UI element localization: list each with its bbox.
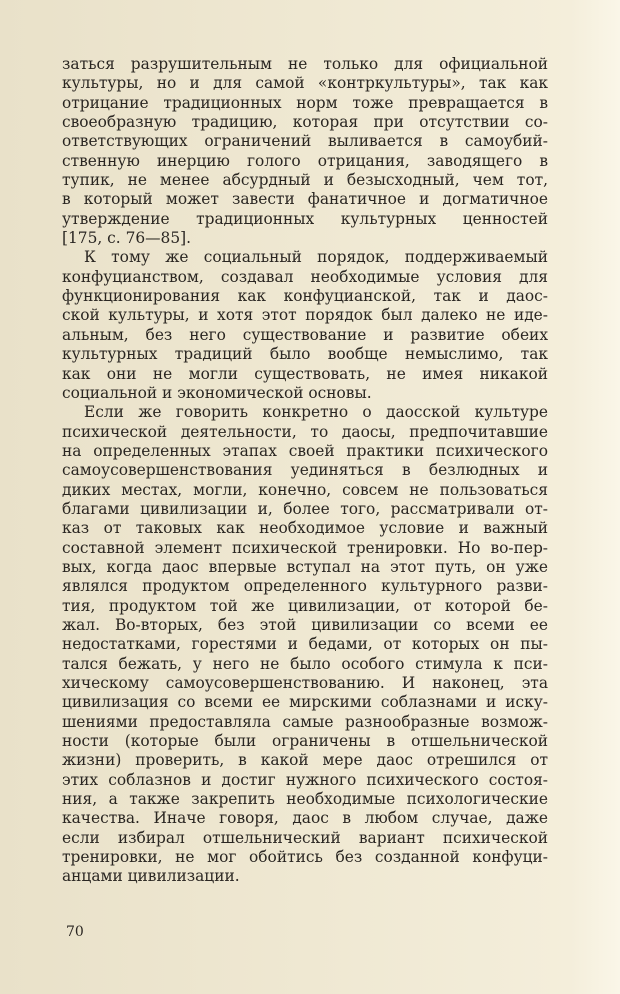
text-line: цивилизация со всеми ее мирскими соблазнами и иску- xyxy=(62,693,548,712)
paragraph xyxy=(62,55,548,248)
text-line: жизни) проверить, в какой мере даос отрешился от xyxy=(62,751,548,770)
text-line: благами цивилизации и, более того, рассматривали от- xyxy=(62,499,548,518)
text-line: ской культуры, и хотя этот порядок был далеко не иде- xyxy=(62,306,548,325)
text-line: вых, когда даос впервые вступал на этот путь, он уже xyxy=(62,557,548,576)
text-line: конфуцианством, создавал необходимые условия для xyxy=(62,267,548,286)
text-line: ответствующих ограничений выливается в самоубий- xyxy=(62,132,548,151)
text-line: составной элемент психической тренировки. Но во-пер- xyxy=(62,538,548,557)
text-line: как они не могли существовать, не имея никакой xyxy=(62,364,548,383)
text-line: тия, продуктом той же цивилизации, от которой бе- xyxy=(62,596,548,615)
text-line: социальной и экономической основы. xyxy=(62,383,372,402)
page-number: 70 xyxy=(66,924,84,940)
text-line: диких местах, могли, конечно, совсем не пользоваться xyxy=(62,480,548,499)
text-line: ния, а также закрепить необходимые психологические xyxy=(62,790,548,809)
text-line: этих соблазнов и достиг нужного психического состоя- xyxy=(62,770,548,789)
text-line: в который может завести фанатичное и догматичное xyxy=(62,190,548,209)
text-line: утверждение традиционных культурных ценностей xyxy=(62,209,548,228)
text-line: самоусовершенствования уединяться в безлюдных и xyxy=(62,461,548,480)
text-line: тренировки, не мог обойтись без созданной конфуци- xyxy=(62,848,548,867)
text-line: функционирования как конфуцианской, так и даос- xyxy=(62,287,548,306)
paragraph xyxy=(62,403,548,887)
text-line: отрицание традиционных норм тоже превращается в xyxy=(62,93,548,112)
text-line: [175, с. 76—85]. xyxy=(62,229,192,248)
text-line: культуры, но и для самой «контркультуры», так как xyxy=(62,74,548,93)
text-line: недостатками, горестями и бедами, от которых он пы- xyxy=(62,635,548,654)
text-line: являлся продуктом определенного культурного разви- xyxy=(62,577,548,596)
text-line: шениями предоставляла самые разнообразные возмож- xyxy=(62,712,548,731)
text-line: культурных традиций было вообще немыслимо, так xyxy=(62,345,548,364)
text-line: альным, без него существование и развитие обеих xyxy=(62,325,548,344)
text-line: психической деятельности, то даосы, предпочитавшие xyxy=(62,422,548,441)
text-line: качества. Иначе говоря, даос в любом случае, даже xyxy=(62,809,548,828)
text-line: анцами цивилизации. xyxy=(62,867,240,886)
text-line: К тому же социальный порядок, поддерживаемый xyxy=(84,248,548,267)
text-line: тался бежать, у него не было особого стимула к пси- xyxy=(62,654,548,673)
text-line: ственную инерцию голого отрицания, заводящего в xyxy=(62,151,548,170)
text-line: если избирал отшельнический вариант психической xyxy=(62,828,548,847)
body-text xyxy=(62,55,548,887)
paragraph xyxy=(62,248,548,403)
text-line: Если же говорить конкретно о даосской культуре xyxy=(84,403,548,422)
text-line: жал. Во-вторых, без этой цивилизации со всеми ее xyxy=(62,615,548,634)
text-line: на определенных этапах своей практики психического xyxy=(62,441,548,460)
text-line: своеобразную традицию, которая при отсутствии со- xyxy=(62,113,548,132)
text-line: ности (которые были ограничены в отшельнической xyxy=(62,732,548,751)
text-line: тупик, не менее абсурдный и безысходный, чем тот, xyxy=(62,171,548,190)
text-line: хическому самоусовершенствованию. И наконец, эта xyxy=(62,674,548,692)
text-line: каз от таковых как необходимое условие и важный xyxy=(62,519,548,538)
text-line: заться разрушительным не только для официальной xyxy=(62,55,548,73)
